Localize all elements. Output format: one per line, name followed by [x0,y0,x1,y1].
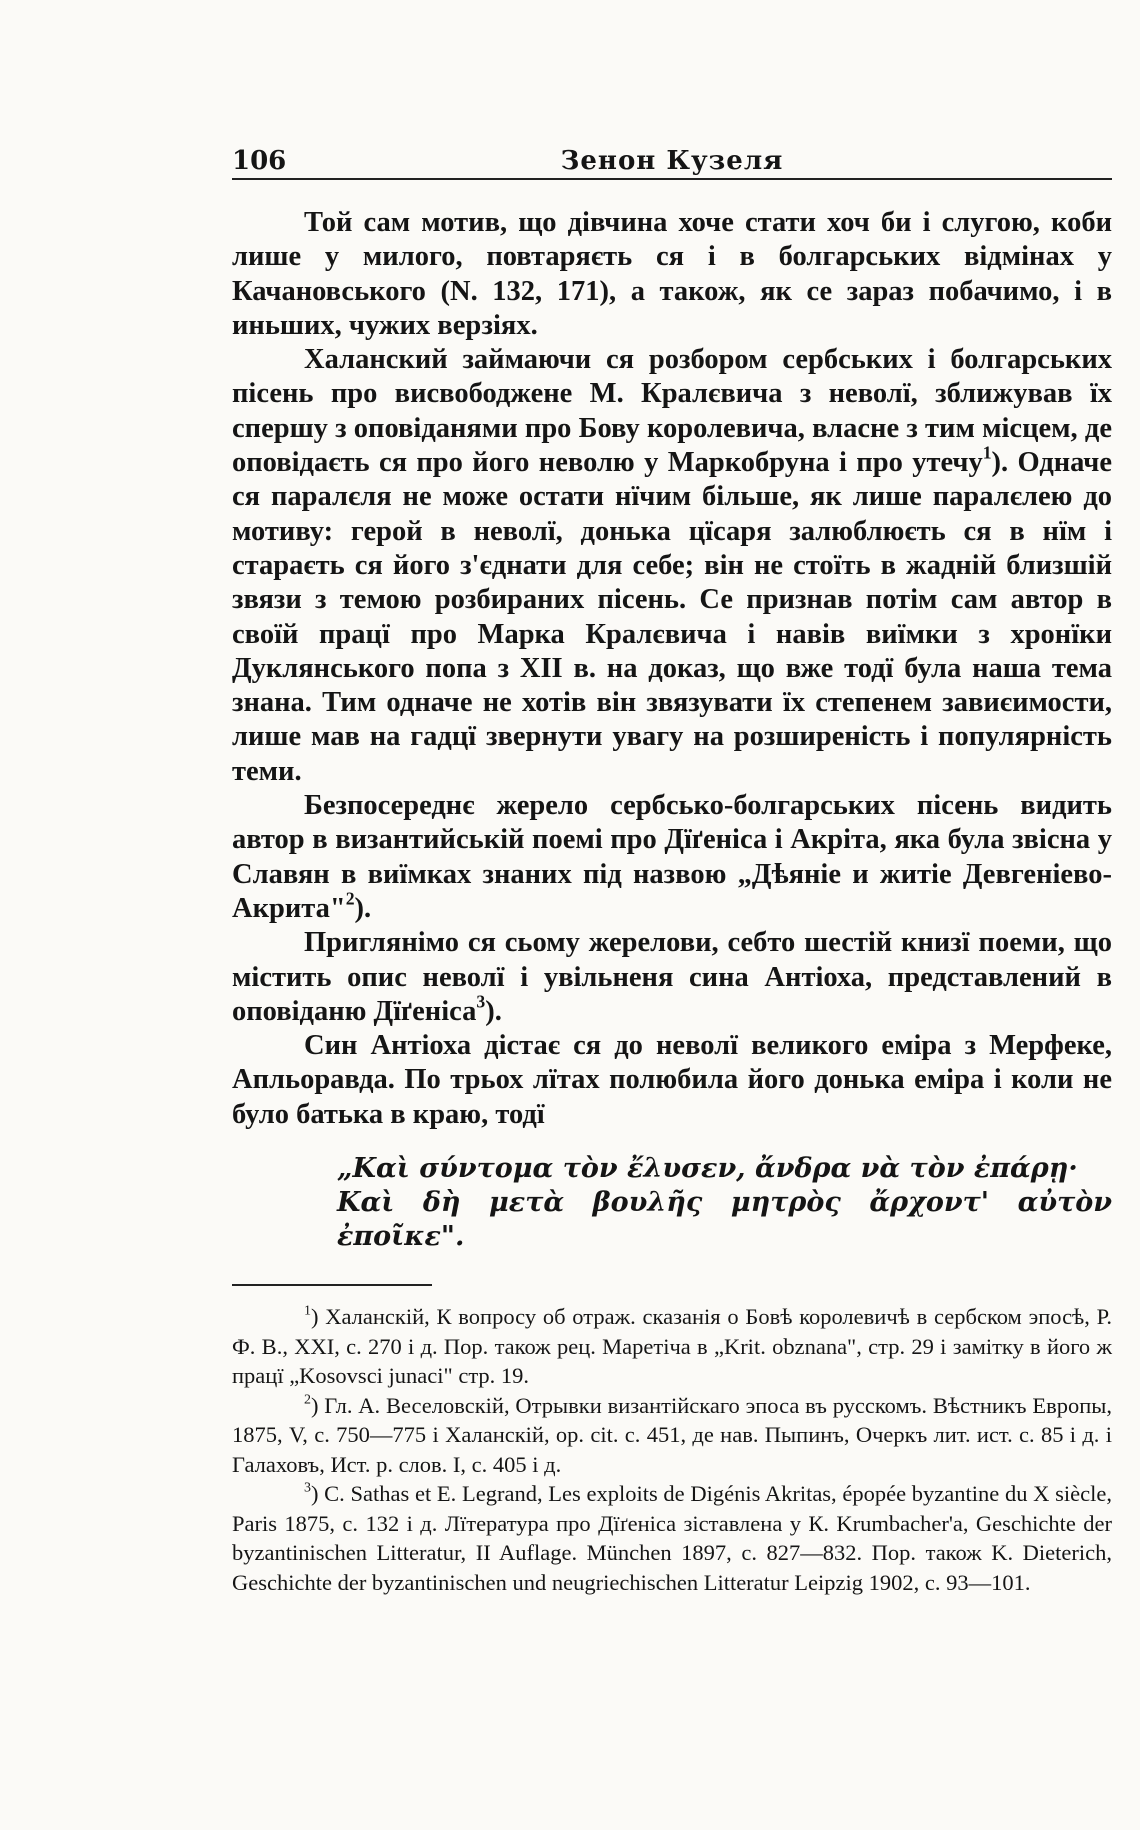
page-number: 106 [232,146,287,176]
footnote-2: $^2$) Гл. А. Веселовскій, Отрывки византійскаго эпоса въ русскомъ. Вѣстникъ Европы, 1875, V, с. 750—775 і Халанскій, op. cit. с. 451, де нав. Пыпинъ, Очеркъ лит. ист. с. 85 і д. і Галаховъ, Ист. р. слов. I, с. 405 і д. [232,1391,1112,1477]
page-header [232,142,1112,180]
footnote-ref-2: 2 [345,888,355,909]
paragraph-5: Син Антіоха дістає ся до неволї великого еміра з Мерфеке, Апльоравда. По трьох лїтах полюбила його донька еміра і коли не було батька в краю, тодї [232,1030,1112,1130]
greek-line-1: „Καὶ σύντομα τὸν ἔλυσεν, ἄνδρα νὰ τὸν ἐπάρῃ· [337,1153,1078,1185]
paragraph-3: Безпосереднє жерело сербсько-болгарських пісень видить автор в византийській поемі про Дїґеніса і Акріта, яка була звісна у Славян в виїмках знаних під назвою „Дѣяніе и житіе Девгеніево-Акрита"$^2$). [232,790,1112,924]
main-text [232,206,1112,1597]
running-head: Зенон Кузеля [560,146,784,176]
paragraph-4: Приглянімо ся сьому жерелови, себто шестій книзї поеми, що містить опис неволї і увільненя сина Антіоха, представлений в оповіданю Дїґеніса$^3$). [232,927,1112,1027]
footnote-3: $^3$) C. Sathas et E. Legrand, Les exploits de Digénis Akritas, épopée byzantine du X siècle, Paris 1875, c. 132 і д. Лїтература про Дїґеніса зіставлена у К. Krumbacher'a, Geschichte der byzantinischen Litteratur, II Auflage. München 1897, c. 827—832. Пор. також K. Dieterich, Geschichte der byzantinischen und neugriechischen Litteratur Leipzig 1902, c. 93—101. [232,1480,1112,1595]
footnote-divider [232,1284,432,1286]
footnote-ref-3: 3 [476,991,486,1012]
greek-line-2: Καὶ δὴ μετὰ βουλῆς μητρὸς ἄρχοντ' αὐτὸν ἐποῖκε". [337,1187,1112,1253]
footnote-ref-1: 1 [982,442,992,463]
footnotes [232,1302,1112,1597]
greek-quotation [232,1152,1112,1254]
footnote-1: $^1$) Халанскій, К вопросу об отраж. сказанія о Бовѣ королевичѣ в сербском эпосѣ, Р. Ф. В., XXI, с. 270 і д. Пор. також рец. Маретіча в „Krit. obznana", стр. 29 і замітку в його ж працї „Kosovsci junaci" стр. 19. [232,1303,1112,1389]
paragraph-1: Той сам мотив, що дівчина хоче стати хоч би і слугою, коби лише у милого, повтаряєть ся і в болгарських відмінах у Качановського (N. 132, 171), а також, як се зараз побачимо, і в иньших, чужих верзіях. [232,207,1112,341]
paragraph-2: Халанский займаючи ся розбором сербських і болгарських пісень про висвободжене М. Кралєвича з неволї, зближував їх спершу з оповіданями про Бову королевича, власне з тим місцем, де оповідаєть ся про його неволю у Маркобруна і про утечу$^1$). Одначе ся паралєля не може остати нїчим більше, як лише паралєлею до мотиву: герой в неволї, донька цїсаря залюблюєть ся в нїм і стараєть ся його з'єднати для себе; він не стоїть в жадній близшій звязи з темою розбираних пісень. Се признав потім сам автор в своїй працї про Марка Кралєвича і навів виїмки з хронїки Дуклянського попа з XII в. на доказ, що вже тодї була наша тема знана. Тим одначе не хотів він звязувати їх степенем завиєимости, лише мав на гадцї звернути увагу на розширеність і популярність теми. [232,344,1112,787]
